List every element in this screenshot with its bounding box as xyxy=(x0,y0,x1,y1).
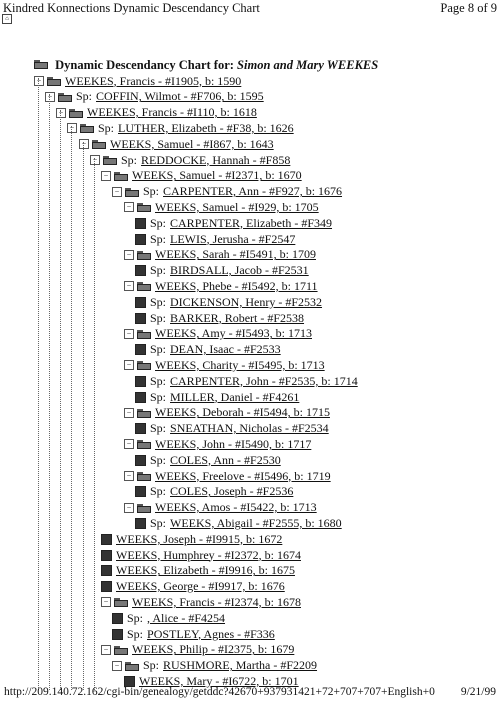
person-card-icon xyxy=(101,534,112,545)
person-link[interactable]: WEEKS, George - #I9917, b: 1676 xyxy=(116,579,285,594)
person-link[interactable]: DEAN, Isaac - #F2533 xyxy=(170,342,281,357)
collapse-toggle-icon[interactable]: − xyxy=(124,329,134,339)
collapse-toggle-icon[interactable]: − xyxy=(124,439,134,449)
collapse-toggle-icon[interactable]: − xyxy=(34,76,44,86)
person-card-icon xyxy=(135,392,146,403)
person-link[interactable]: CARPENTER, Ann - #F927, b: 1676 xyxy=(163,184,343,199)
person-link[interactable]: WEEKS, Samuel - #I929, b: 1705 xyxy=(155,199,319,214)
person-card-icon xyxy=(135,234,146,245)
person-card-icon xyxy=(135,423,146,434)
folder-icon xyxy=(137,281,151,291)
collapse-toggle-icon[interactable]: − xyxy=(101,171,111,181)
person-link[interactable]: WEEKES, Francis - #I1905, b: 1590 xyxy=(65,73,242,88)
collapse-toggle-icon[interactable]: − xyxy=(45,92,55,102)
person-link[interactable]: , Alice - #F4254 xyxy=(147,610,226,625)
tree-connector-line xyxy=(49,94,50,690)
person-link[interactable]: WEEKS, Joseph - #I9915, b: 1672 xyxy=(116,531,283,546)
folder-icon xyxy=(69,108,83,118)
spouse-prefix: Sp: xyxy=(143,658,160,673)
tree-connector-line xyxy=(71,126,72,690)
person-card-icon xyxy=(101,581,112,592)
person-link[interactable]: WEEKS, Freelove - #I5496, b: 1719 xyxy=(155,468,331,483)
person-link[interactable]: WEEKS, Deborah - #I5494, b: 1715 xyxy=(155,405,330,420)
collapse-toggle-icon[interactable]: − xyxy=(112,661,122,671)
spouse-prefix: Sp: xyxy=(150,231,167,246)
spouse-prefix: Sp: xyxy=(98,120,115,135)
folder-icon xyxy=(137,471,151,481)
folder-icon xyxy=(114,597,128,607)
folder-icon xyxy=(137,202,151,212)
person-link[interactable]: WEEKS, Amos - #I5422, b: 1713 xyxy=(155,500,317,515)
person-link[interactable]: CARPENTER, John - #F2535, b: 1714 xyxy=(170,373,358,388)
folder-icon xyxy=(47,76,61,86)
person-card-icon xyxy=(101,565,112,576)
folder-icon xyxy=(80,123,94,133)
collapse-toggle-icon[interactable]: − xyxy=(90,155,100,165)
person-link[interactable]: WEEKS, Abigail - #F2555, b: 1680 xyxy=(170,515,342,530)
collapse-toggle-icon[interactable]: − xyxy=(124,471,134,481)
person-link[interactable]: COLES, Ann - #F2530 xyxy=(170,452,281,467)
person-link[interactable]: WEEKS, Samuel - #I867, b: 1643 xyxy=(110,136,274,151)
person-link[interactable]: COFFIN, Wilmot - #F706, b: 1595 xyxy=(96,89,264,104)
tree-connector-line xyxy=(38,78,39,690)
person-link[interactable]: LUTHER, Elizabeth - #F38, b: 1626 xyxy=(118,120,294,135)
tree-connector-line xyxy=(83,142,84,690)
person-link[interactable]: WEEKS, Amy - #I5493, b: 1713 xyxy=(155,326,312,341)
person-link[interactable]: WEEKS, Samuel - #I2371, b: 1670 xyxy=(132,168,302,183)
collapse-toggle-icon[interactable]: − xyxy=(124,360,134,370)
collapse-toggle-icon[interactable]: − xyxy=(124,408,134,418)
person-card-icon xyxy=(135,518,146,529)
person-link[interactable]: RUSHMORE, Martha - #F2209 xyxy=(163,658,318,673)
folder-icon xyxy=(114,171,128,181)
folder-icon xyxy=(103,155,117,165)
spouse-prefix: Sp: xyxy=(150,215,167,230)
person-card-icon xyxy=(135,265,146,276)
person-link[interactable]: WEEKS, Phebe - #I5492, b: 1711 xyxy=(155,278,318,293)
person-link[interactable]: POSTLEY, Agnes - #F336 xyxy=(147,626,275,641)
folder-icon xyxy=(125,187,139,197)
folder-icon xyxy=(137,439,151,449)
person-card-icon xyxy=(135,455,146,466)
spouse-prefix: Sp: xyxy=(150,452,167,467)
person-link[interactable]: COLES, Joseph - #F2536 xyxy=(170,484,294,499)
spouse-prefix: Sp: xyxy=(150,310,167,325)
person-card-icon xyxy=(135,344,146,355)
chart-title xyxy=(34,58,378,73)
spouse-prefix: Sp: xyxy=(150,421,167,436)
footer-url: http://209.140.72.162/cgi-bin/genealogy/getddc?42670+937931421+72+707+707+English+0 xyxy=(4,686,435,698)
person-link[interactable]: MILLER, Daniel - #F4261 xyxy=(170,389,300,404)
person-link[interactable]: WEEKS, Philip - #I2375, b: 1679 xyxy=(132,642,295,657)
folder-icon xyxy=(125,661,139,671)
tree-connector-line xyxy=(60,110,61,690)
collapse-toggle-icon[interactable]: − xyxy=(112,187,122,197)
person-card-icon xyxy=(135,297,146,308)
folder-icon xyxy=(137,250,151,260)
chart-title-label: Dynamic Descendancy Chart for: xyxy=(55,58,234,72)
spouse-prefix: Sp: xyxy=(150,373,167,388)
person-link[interactable]: WEEKS, Charity - #I5495, b: 1713 xyxy=(155,357,325,372)
folder-icon xyxy=(137,329,151,339)
person-card-icon xyxy=(112,613,123,624)
folder-icon xyxy=(34,59,48,69)
collapse-toggle-icon[interactable]: − xyxy=(67,123,77,133)
person-link[interactable]: CARPENTER, Elizabeth - #F349 xyxy=(170,215,333,230)
chart-title-names: Simon and Mary WEEKES xyxy=(237,58,379,72)
page-title: Kindred Konnections Dynamic Descendancy Chart xyxy=(3,1,260,15)
person-link[interactable]: WEEKS, John - #I5490, b: 1717 xyxy=(155,436,312,451)
person-link[interactable]: WEEKS, Sarah - #I5491, b: 1709 xyxy=(155,247,316,262)
spouse-prefix: Sp: xyxy=(150,294,167,309)
spouse-prefix: Sp: xyxy=(76,89,93,104)
folder-icon xyxy=(58,92,72,102)
folder-icon xyxy=(137,360,151,370)
spouse-prefix: Sp: xyxy=(150,484,167,499)
spouse-prefix: Sp: xyxy=(127,626,144,641)
collapse-toggle-icon[interactable]: − xyxy=(124,202,134,212)
page-number: Page 8 of 9 xyxy=(440,1,497,15)
collapse-toggle-icon[interactable]: − xyxy=(124,503,134,513)
collapse-toggle-icon[interactable]: − xyxy=(56,108,66,118)
person-link[interactable]: BIRDSALL, Jacob - #F2531 xyxy=(170,263,309,278)
person-link[interactable]: REDDOCKE, Hannah - #F858 xyxy=(141,152,291,167)
person-link[interactable]: WEEKS, Mary - #I6722, b: 1701 xyxy=(139,673,299,688)
person-link[interactable]: WEEKS, Elizabeth - #I9916, b: 1675 xyxy=(116,563,295,578)
folder-icon xyxy=(92,139,106,149)
collapse-toggle-icon[interactable]: − xyxy=(101,597,111,607)
person-card-icon xyxy=(135,486,146,497)
collapse-toggle-icon[interactable]: − xyxy=(124,250,134,260)
spouse-prefix: Sp: xyxy=(150,342,167,357)
spouse-prefix: Sp: xyxy=(150,263,167,278)
tree-connector-line xyxy=(94,158,95,690)
spouse-prefix: Sp: xyxy=(127,610,144,625)
person-link[interactable]: WEEKS, Francis - #I2374, b: 1678 xyxy=(132,594,301,609)
folder-icon xyxy=(114,645,128,655)
spouse-prefix: Sp: xyxy=(150,515,167,530)
person-link[interactable]: WEEKES, Francis - #I110, b: 1618 xyxy=(87,105,257,120)
spouse-prefix: Sp: xyxy=(143,184,160,199)
person-link[interactable]: SNEATHAN, Nicholas - #F2534 xyxy=(170,421,329,436)
page-header xyxy=(3,1,497,19)
collapse-toggle-icon[interactable]: − xyxy=(79,139,89,149)
collapse-toggle-icon[interactable]: − xyxy=(124,281,134,291)
collapse-toggle-icon[interactable]: − xyxy=(101,645,111,655)
spouse-prefix: Sp: xyxy=(150,389,167,404)
person-card-icon xyxy=(135,218,146,229)
person-card-icon xyxy=(135,376,146,387)
person-link[interactable]: WEEKS, Humphrey - #I2372, b: 1674 xyxy=(116,547,301,562)
small-box-icon: ⌂ xyxy=(2,14,12,24)
folder-icon xyxy=(137,503,151,513)
person-link[interactable]: LEWIS, Jerusha - #F2547 xyxy=(170,231,296,246)
person-link[interactable]: DICKENSON, Henry - #F2532 xyxy=(170,294,323,309)
person-card-icon xyxy=(112,629,123,640)
person-card-icon xyxy=(101,550,112,561)
spouse-prefix: Sp: xyxy=(121,152,138,167)
page-footer xyxy=(4,686,496,698)
folder-icon xyxy=(137,408,151,418)
footer-date: 9/21/99 xyxy=(460,686,496,698)
person-card-icon xyxy=(135,313,146,324)
person-link[interactable]: BARKER, Robert - #F2538 xyxy=(170,310,305,325)
